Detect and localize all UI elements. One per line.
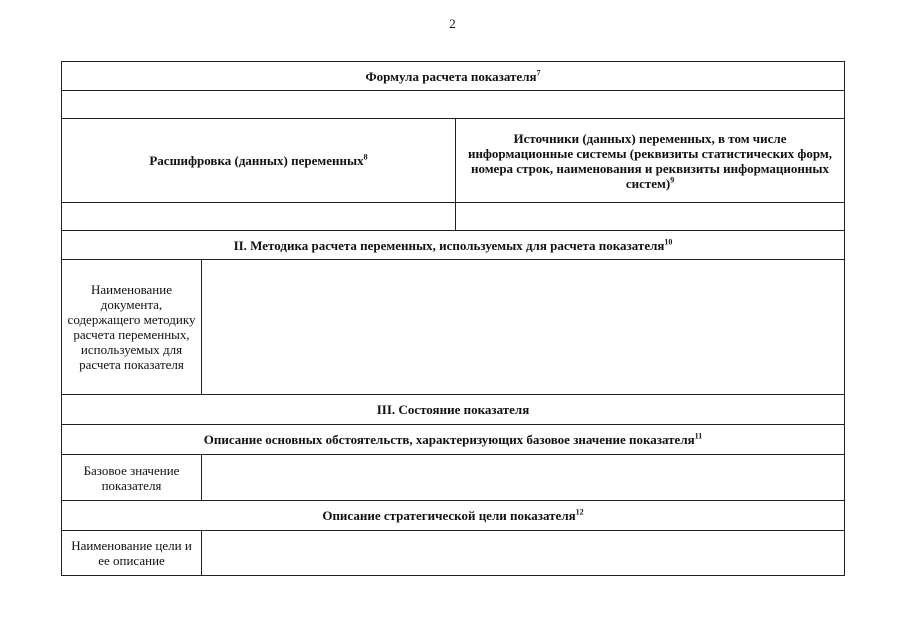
methodology-row [62,260,845,395]
methodology-doc-cell[interactable] [202,260,845,395]
base-value-cell[interactable] [202,455,845,501]
section3-header: III. Состояние показателя [62,395,845,425]
variables-sources-header [456,119,845,203]
footnote-ref-8: 8 [363,152,368,162]
circumstances-title: Описание основных обстоятельств, характеризующих базовое значение показателя [203,432,695,447]
formula-value-row [62,91,845,119]
page-number: 2 [449,16,456,31]
circumstances-header [62,425,845,455]
footnote-ref-9: 9 [670,175,675,185]
methodology-doc-label: Наименование документа, содержащего методику расчета переменных, используемых для расчета показателя [62,260,202,395]
goal-cell[interactable] [202,531,845,576]
goal-header-row [62,501,845,531]
variables-decoding-title: Расшифровка (данных) переменных [149,153,364,168]
formula-title: Формула расчета показателя [365,68,537,84]
section2-header [62,231,845,260]
variables-sources-title: Источники (данных) переменных, в том числе информационные системы (реквизиты статистических форм, номера строк, наименования и реквизиты информационных систем) [467,130,833,191]
formula-value-cell[interactable] [62,91,845,119]
variables-decoding-cell[interactable] [62,203,456,231]
footnote-ref-11: 11 [694,431,703,441]
variables-value-row [62,203,845,231]
footnote-ref-7: 7 [536,68,541,78]
variables-decoding-header [62,119,456,203]
goal-row [62,531,845,576]
footnote-ref-12: 12 [575,507,584,517]
section2-title: II. Методика расчета переменных, используемых для расчета показателя [233,237,665,253]
base-value-row [62,455,845,501]
goal-label: Наименование цели и ее описание [62,531,202,576]
goal-header [62,501,845,531]
formula-header [62,62,845,91]
variables-header-row [62,119,845,203]
section3-header-row [62,395,845,425]
goal-title: Описание стратегической цели показателя [322,508,576,523]
indicator-form-table [61,61,845,576]
base-value-label: Базовое значение показателя [62,455,202,501]
footnote-ref-10: 10 [664,237,673,247]
formula-header-row [62,62,845,91]
variables-sources-cell[interactable] [456,203,845,231]
circumstances-header-row [62,425,845,455]
section2-header-row [62,231,845,260]
